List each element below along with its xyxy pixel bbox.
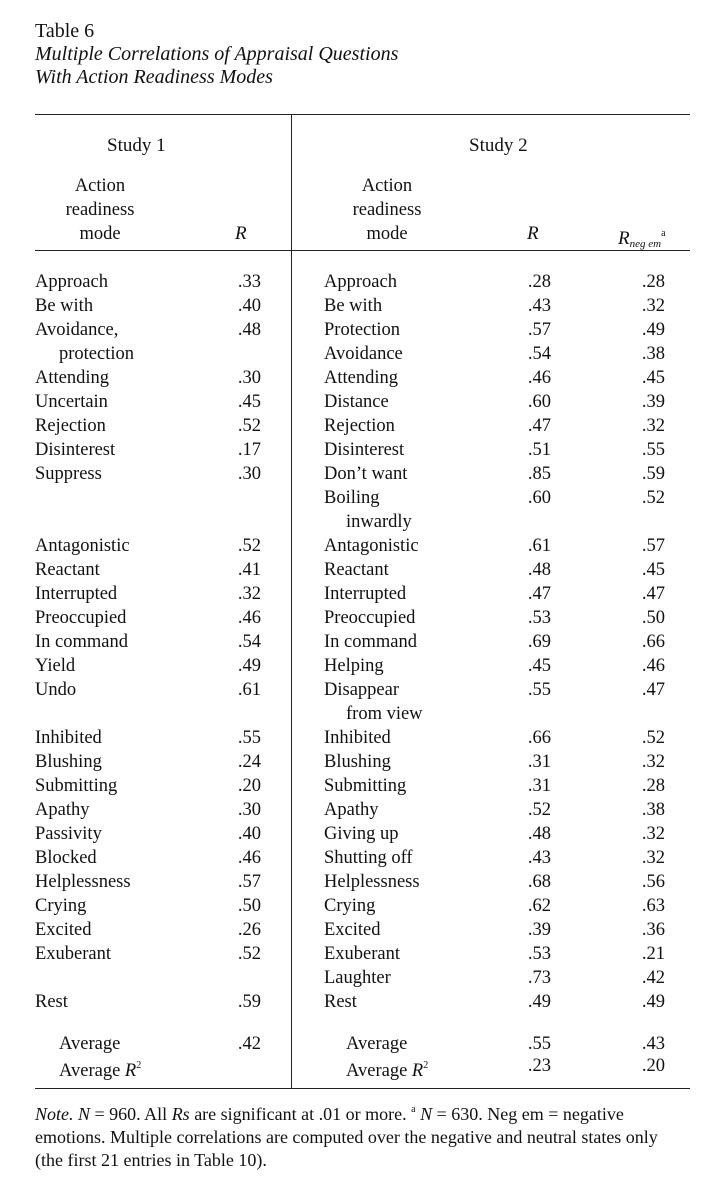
study1-mode-label: Uncertain (35, 392, 108, 412)
study2-mode-label: Antagonistic (324, 536, 419, 556)
study1-r-value: .24 (237, 752, 261, 772)
study2-r-value: .49 (527, 992, 551, 1012)
note-n2-symbol: N (420, 1104, 433, 1124)
study2-mode-label: Approach (324, 272, 397, 292)
study2-average-rneg: .43 (641, 1034, 665, 1054)
study2-rneg-value: .59 (641, 464, 665, 484)
study2-mode-label: Excited (324, 920, 381, 940)
study2-r-value: .54 (527, 344, 551, 364)
mode-header-line-2: readiness (352, 200, 422, 220)
study2-rneg-value: .56 (641, 872, 665, 892)
study1-mode-label: Reactant (35, 560, 100, 580)
study2-rneg-value: .32 (641, 824, 665, 844)
study1-r-value: .17 (237, 440, 261, 460)
table-label: Table 6 (35, 20, 95, 42)
study2-mode-label: Blushing (324, 752, 391, 772)
correlation-table (35, 114, 690, 1088)
study2-rneg-value: .28 (641, 776, 665, 796)
study2-mode-label: Attending (324, 368, 398, 388)
study2-r-value: .46 (527, 368, 551, 388)
study1-mode-label: Rest (35, 992, 68, 1012)
study1-mode-label: Be with (35, 296, 94, 316)
study2-r-value: .45 (527, 656, 551, 676)
study2-r-value: .48 (527, 560, 551, 580)
study2-r-value: .28 (527, 272, 551, 292)
study2-average-r2-rneg: .20 (641, 1056, 665, 1076)
study2-rneg-value: .57 (641, 536, 665, 556)
average-r2-word: Average (59, 1061, 121, 1081)
study2-mode-label: from view (346, 704, 423, 724)
study2-rneg-value: .42 (641, 968, 665, 988)
study2-r-value: .31 (527, 752, 551, 772)
study2-header: Study 2 (469, 135, 528, 156)
study2-mode-label: Be with (324, 296, 383, 316)
study1-r-value: .55 (237, 728, 261, 748)
study1-mode-label: Suppress (35, 464, 102, 484)
study1-r-value: .59 (237, 992, 261, 1012)
study2-r-value: .47 (527, 416, 551, 436)
study1-mode-label: Helplessness (35, 872, 131, 892)
table-caption-line-2: With Action Readiness Modes (35, 66, 273, 88)
study2-mode-label: Boiling (324, 488, 380, 508)
r2-symbol: R (411, 1061, 424, 1081)
study2-rneg-value: .52 (641, 488, 665, 508)
study2-r-value: .43 (527, 848, 551, 868)
study1-mode-label: Disinterest (35, 440, 116, 460)
study1-mode-header (40, 174, 160, 246)
study1-mode-label: Blushing (35, 752, 102, 772)
study1-r-header: R (235, 223, 247, 244)
mode-header-line-1: Action (74, 176, 126, 196)
study2-mode-label: Inhibited (324, 728, 391, 748)
study2-r-value: .60 (527, 488, 551, 508)
study2-rneg-value: .45 (641, 368, 665, 388)
study1-mode-label: Exuberant (35, 944, 112, 964)
r2-sup: 2 (136, 1060, 142, 1071)
study2-mode-header (327, 174, 447, 246)
study2-rneg-value: .32 (641, 416, 665, 436)
study2-r-value: .31 (527, 776, 551, 796)
study1-mode-label: Approach (35, 272, 108, 292)
study2-average-r2-r: .23 (527, 1056, 551, 1076)
study2-mode-label: Rejection (324, 416, 395, 436)
study1-mode-label: Avoidance, (35, 320, 119, 340)
note-part-2: are significant at .01 or more. (189, 1104, 412, 1124)
study1-r-value: .45 (237, 392, 261, 412)
mode-header-line-3: mode (79, 224, 121, 244)
study2-rneg-value: .38 (641, 800, 665, 820)
study2-average-r2-label (346, 1054, 428, 1083)
study2-r-value: .73 (527, 968, 551, 988)
study1-r-value: .52 (237, 944, 261, 964)
study2-mode-label: Submitting (324, 776, 407, 796)
study1-mode-label: Yield (35, 656, 76, 676)
rneg-header-main: R (618, 228, 630, 249)
study1-mode-label: protection (59, 344, 135, 364)
study2-rneg-value: .46 (641, 656, 665, 676)
study2-mode-label: Interrupted (324, 584, 407, 604)
study2-mode-label: Shutting off (324, 848, 413, 868)
study2-r-value: .43 (527, 296, 551, 316)
r2-symbol: R (124, 1061, 137, 1081)
study2-rneg-value: .47 (641, 584, 665, 604)
study1-r-value: .52 (237, 416, 261, 436)
study1-r-value: .52 (237, 536, 261, 556)
study1-r-value: .41 (237, 560, 261, 580)
study1-mode-label: Excited (35, 920, 92, 940)
study2-r-value: .61 (527, 536, 551, 556)
study1-r-value: .30 (237, 800, 261, 820)
study1-mode-label: Preoccupied (35, 608, 127, 628)
mode-header-line-2: readiness (65, 200, 135, 220)
study1-average-r2-label (59, 1054, 141, 1083)
study2-r-value: .69 (527, 632, 551, 652)
study1-mode-label: Rejection (35, 416, 106, 436)
study1-mode-label: Passivity (35, 824, 102, 844)
table-bottom-rule (35, 1088, 690, 1089)
study2-r-value: .47 (527, 584, 551, 604)
study1-mode-label: Antagonistic (35, 536, 130, 556)
study2-rneg-value: .32 (641, 296, 665, 316)
mode-header-line-3: mode (366, 224, 408, 244)
study1-r-value: .48 (237, 320, 261, 340)
study1-mode-label: Interrupted (35, 584, 118, 604)
study2-average-label: Average (346, 1034, 408, 1054)
study1-mode-label: In command (35, 632, 128, 652)
study1-r-value: .61 (237, 680, 261, 700)
study1-r-value: .20 (237, 776, 261, 796)
study2-mode-label: Giving up (324, 824, 399, 844)
study2-rneg-value: .66 (641, 632, 665, 652)
rneg-header-sup: a (661, 228, 666, 239)
note-word: Note. (35, 1104, 74, 1124)
study2-rneg-value: .21 (641, 944, 665, 964)
study2-rneg-value: .32 (641, 848, 665, 868)
note-part-1: = 960. All (90, 1104, 172, 1124)
study2-mode-label: Preoccupied (324, 608, 416, 628)
study2-mode-label: In command (324, 632, 417, 652)
study1-r-value: .33 (237, 272, 261, 292)
study2-mode-label: Helping (324, 656, 384, 676)
study2-rneg-value: .36 (641, 920, 665, 940)
study1-r-value: .54 (237, 632, 261, 652)
study2-rneg-value: .63 (641, 896, 665, 916)
study2-rneg-value: .28 (641, 272, 665, 292)
study1-r-value: .40 (237, 296, 261, 316)
study2-r-value: .60 (527, 392, 551, 412)
study1-mode-label: Attending (35, 368, 109, 388)
average-r2-word: Average (346, 1061, 408, 1081)
study2-average-r: .55 (527, 1034, 551, 1054)
study1-r-value: .57 (237, 872, 261, 892)
study2-r-value: .85 (527, 464, 551, 484)
study2-rneg-value: .47 (641, 680, 665, 700)
study2-rneg-value: .55 (641, 440, 665, 460)
study1-r-value: .46 (237, 608, 261, 628)
study1-mode-label: Apathy (35, 800, 90, 820)
study1-r-value: .30 (237, 368, 261, 388)
study2-rneg-value: .39 (641, 392, 665, 412)
study2-mode-label: Protection (324, 320, 401, 340)
study2-r-value: .57 (527, 320, 551, 340)
study2-r-value: .39 (527, 920, 551, 940)
study2-rneg-value: .45 (641, 560, 665, 580)
study1-r-value: .46 (237, 848, 261, 868)
study2-r-value: .66 (527, 728, 551, 748)
table-header-block (35, 20, 690, 89)
study2-r-value: .53 (527, 608, 551, 628)
note-n-symbol: N (78, 1104, 91, 1124)
study2-mode-label: Distance (324, 392, 389, 412)
study2-mode-label: Exuberant (324, 944, 401, 964)
study2-r-value: .53 (527, 944, 551, 964)
note-sup-a: a (411, 1104, 416, 1115)
study2-r-value: .55 (527, 680, 551, 700)
study1-header: Study 1 (107, 135, 166, 156)
study1-mode-label: Undo (35, 680, 77, 700)
study2-r-value: .48 (527, 824, 551, 844)
study1-mode-label: Blocked (35, 848, 97, 868)
study2-rneg-value: .38 (641, 344, 665, 364)
study2-mode-label: inwardly (346, 512, 412, 532)
study2-mode-label: Rest (324, 992, 357, 1012)
study2-mode-label: Don’t want (324, 464, 408, 484)
study1-r-value: .32 (237, 584, 261, 604)
study2-r-header: R (527, 223, 539, 244)
mode-header-line-1: Action (361, 176, 413, 196)
study2-rneg-value: .49 (641, 320, 665, 340)
study2-mode-label: Apathy (324, 800, 379, 820)
study1-r-value: .50 (237, 896, 261, 916)
study-divider-line (291, 114, 292, 1088)
study1-mode-label: Inhibited (35, 728, 102, 748)
table-note (35, 1098, 685, 1172)
study1-mode-label: Crying (35, 896, 87, 916)
study2-mode-label: Helplessness (324, 872, 420, 892)
study2-mode-label: Reactant (324, 560, 389, 580)
study1-r-value: .26 (237, 920, 261, 940)
study2-mode-label: Crying (324, 896, 376, 916)
study2-rneg-value: .52 (641, 728, 665, 748)
rneg-header-sub: neg em (629, 238, 662, 250)
table-top-rule (35, 114, 690, 115)
study1-average-value: .42 (237, 1034, 261, 1054)
study1-r-value: .30 (237, 464, 261, 484)
study2-mode-label: Avoidance (324, 344, 403, 364)
study1-mode-label: Submitting (35, 776, 118, 796)
study2-rneg-value: .50 (641, 608, 665, 628)
r2-sup: 2 (423, 1060, 429, 1071)
table-caption-line-1: Multiple Correlations of Appraisal Questions (35, 43, 399, 65)
study2-mode-label: Laughter (324, 968, 391, 988)
study2-r-value: .68 (527, 872, 551, 892)
study2-mode-label: Disinterest (324, 440, 405, 460)
study1-r-value: .49 (237, 656, 261, 676)
study1-average-label: Average (59, 1034, 121, 1054)
study2-r-value: .62 (527, 896, 551, 916)
study1-r-value: .40 (237, 824, 261, 844)
study2-r-value: .51 (527, 440, 551, 460)
study2-rneg-value: .49 (641, 992, 665, 1012)
header-rule (35, 250, 690, 251)
note-part-3: = 630. Neg em = negative emotions. Multiple correlations are computed over the negative and neutral states only (the first 21 entries in Table 10). (35, 1104, 658, 1170)
study2-rneg-value: .32 (641, 752, 665, 772)
note-rs: Rs (171, 1104, 190, 1124)
study2-r-value: .52 (527, 800, 551, 820)
study2-mode-label: Disappear (324, 680, 399, 700)
